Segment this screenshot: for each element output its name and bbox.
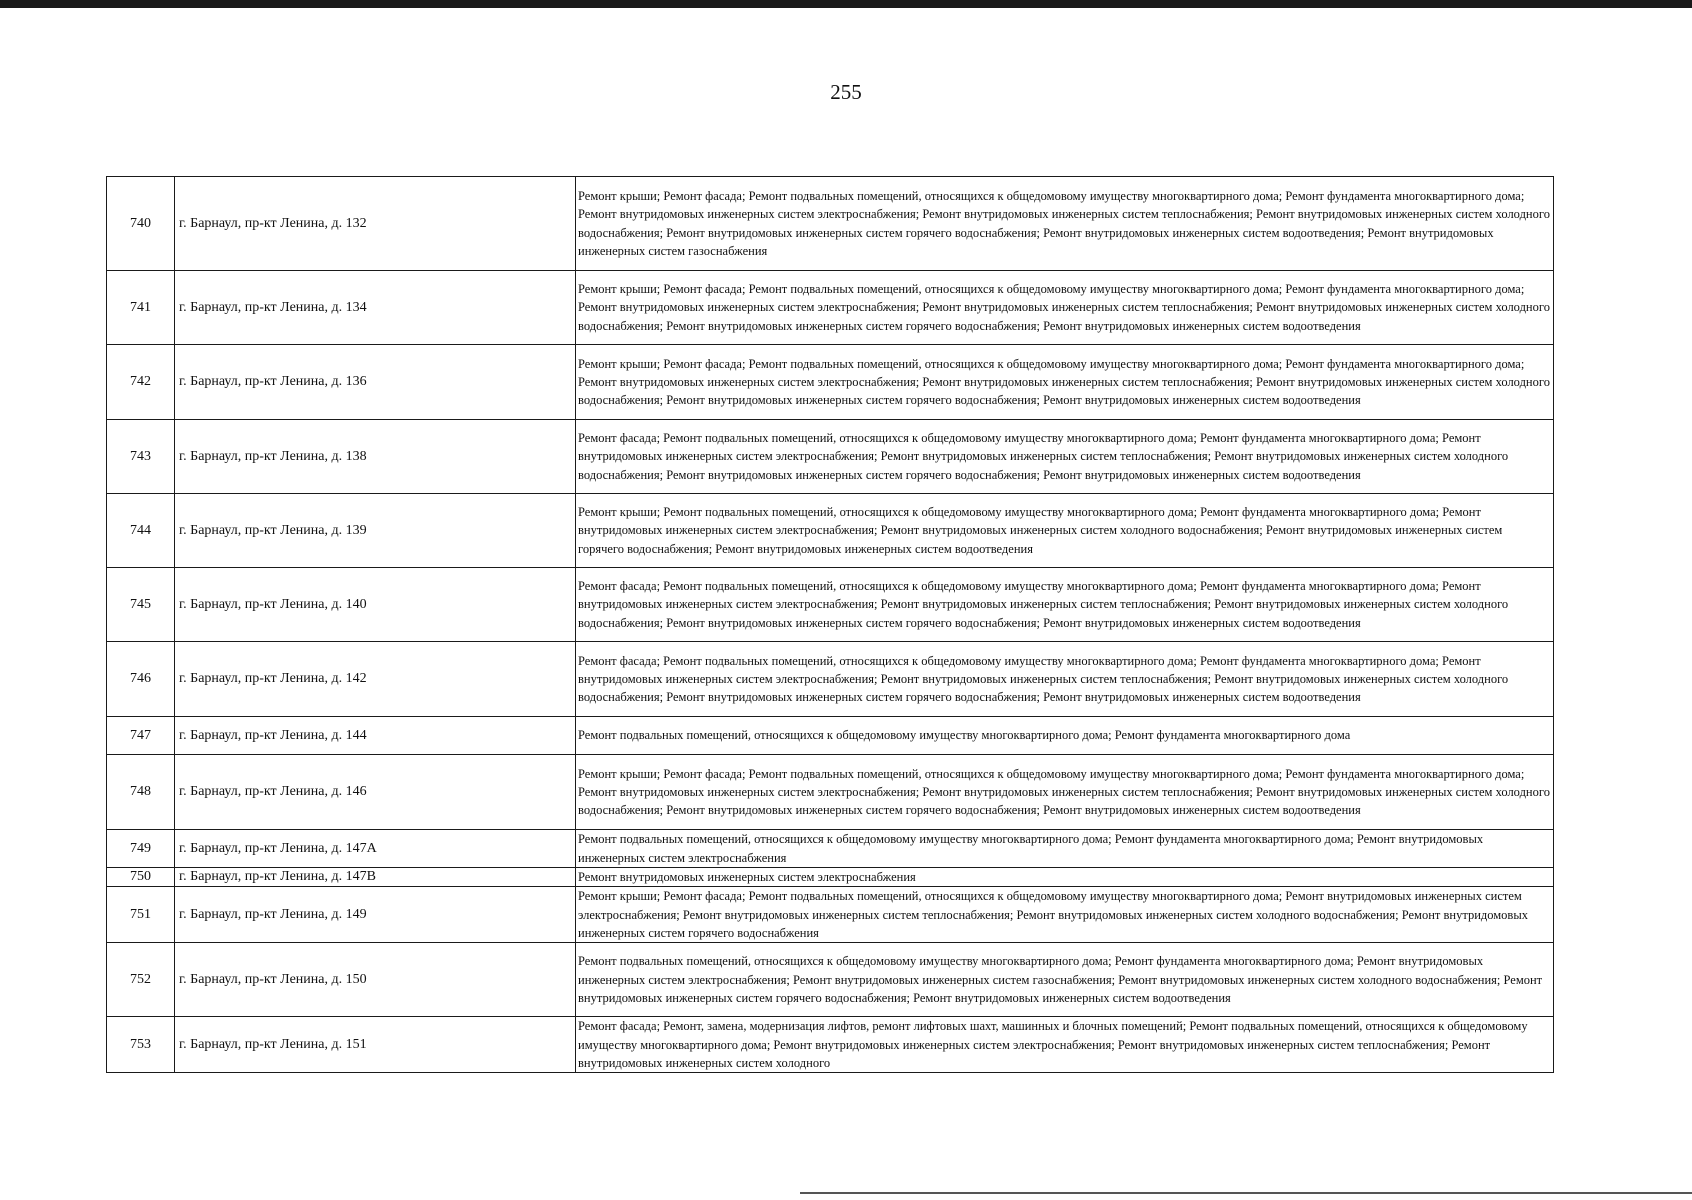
repair-works: Ремонт крыши; Ремонт фасада; Ремонт подвальных помещений, относящихся к общедомовому имуществу многоквартирного дома; Ремонт фундамента многоквартирного дома; Ремонт внутридомовых инженерных систем электроснабжения; Ремонт внутридомовых инженерных систем теплоснабжения; Ремонт внутридомовых инженерных систем холодного водоснабжения; Ремонт внутридомовых инженерных систем горячего водоснабжения; Ремонт внутридомовых инженерных систем водоотведения; Ремонт внутридомовых инженерных систем газоснабжения <box>576 177 1554 271</box>
scan-bottom-edge <box>800 1192 1692 1194</box>
buildings-repair-table <box>106 176 1554 1073</box>
row-number: 747 <box>107 717 175 755</box>
repair-works: Ремонт крыши; Ремонт фасада; Ремонт подвальных помещений, относящихся к общедомовому имуществу многоквартирного дома; Ремонт фундамента многоквартирного дома; Ремонт внутридомовых инженерных систем электроснабжения; Ремонт внутридомовых инженерных систем теплоснабжения; Ремонт внутридомовых инженерных систем холодного водоснабжения; Ремонт внутридомовых инженерных систем горячего водоснабжения; Ремонт внутридомовых инженерных систем водоотведения <box>576 271 1554 345</box>
building-address: г. Барнаул, пр-кт Ленина, д. 132 <box>175 177 576 271</box>
row-number: 749 <box>107 830 175 868</box>
repair-works: Ремонт фасада; Ремонт подвальных помещений, относящихся к общедомовому имуществу многоквартирного дома; Ремонт фундамента многоквартирного дома; Ремонт внутридомовых инженерных систем электроснабжения; Ремонт внутридомовых инженерных систем теплоснабжения; Ремонт внутридомовых инженерных систем холодного водоснабжения; Ремонт внутридомовых инженерных систем горячего водоснабжения; Ремонт внутридомовых инженерных систем водоотведения <box>576 642 1554 717</box>
building-address: г. Барнаул, пр-кт Ленина, д. 147А <box>175 830 576 868</box>
repair-works: Ремонт крыши; Ремонт фасада; Ремонт подвальных помещений, относящихся к общедомовому имуществу многоквартирного дома; Ремонт фундамента многоквартирного дома; Ремонт внутридомовых инженерных систем электроснабжения; Ремонт внутридомовых инженерных систем теплоснабжения; Ремонт внутридомовых инженерных систем холодного водоснабжения; Ремонт внутридомовых инженерных систем горячего водоснабжения; Ремонт внутридомовых инженерных систем водоотведения <box>576 345 1554 420</box>
row-number: 753 <box>107 1017 175 1073</box>
row-number: 746 <box>107 642 175 717</box>
repair-works: Ремонт подвальных помещений, относящихся к общедомовому имуществу многоквартирного дома; Ремонт фундамента многоквартирного дома <box>576 717 1554 755</box>
scan-top-edge <box>0 0 1692 8</box>
building-address: г. Барнаул, пр-кт Ленина, д. 142 <box>175 642 576 717</box>
repair-works: Ремонт подвальных помещений, относящихся к общедомовому имуществу многоквартирного дома; Ремонт фундамента многоквартирного дома; Ремонт внутридомовых инженерных систем электроснабжения <box>576 830 1554 868</box>
building-address: г. Барнаул, пр-кт Ленина, д. 147В <box>175 868 576 887</box>
page-number: 255 <box>830 80 862 104</box>
row-number: 744 <box>107 494 175 568</box>
table-row <box>107 177 1554 271</box>
table-row <box>107 887 1554 943</box>
row-number: 742 <box>107 345 175 420</box>
repair-works: Ремонт крыши; Ремонт фасада; Ремонт подвальных помещений, относящихся к общедомовому имуществу многоквартирного дома; Ремонт внутридомовых инженерных систем электроснабжения; Ремонт внутридомовых инженерных систем теплоснабжения; Ремонт внутридомовых инженерных систем холодного водоснабжения; Ремонт внутридомовых инженерных систем горячего водоснабжения <box>576 887 1554 943</box>
building-address: г. Барнаул, пр-кт Ленина, д. 140 <box>175 568 576 642</box>
table-row <box>107 271 1554 345</box>
repair-works: Ремонт крыши; Ремонт подвальных помещений, относящихся к общедомовому имуществу многоквартирного дома; Ремонт фундамента многоквартирного дома; Ремонт внутридомовых инженерных систем электроснабжения; Ремонт внутридомовых инженерных систем холодного водоснабжения; Ремонт внутридомовых инженерных систем горячего водоснабжения; Ремонт внутридомовых инженерных систем водоотведения <box>576 494 1554 568</box>
row-number: 751 <box>107 887 175 943</box>
table-row <box>107 717 1554 755</box>
building-address: г. Барнаул, пр-кт Ленина, д. 150 <box>175 943 576 1017</box>
table-row <box>107 642 1554 717</box>
building-address: г. Барнаул, пр-кт Ленина, д. 138 <box>175 420 576 494</box>
building-address: г. Барнаул, пр-кт Ленина, д. 151 <box>175 1017 576 1073</box>
repair-works: Ремонт крыши; Ремонт фасада; Ремонт подвальных помещений, относящихся к общедомовому имуществу многоквартирного дома; Ремонт фундамента многоквартирного дома; Ремонт внутридомовых инженерных систем электроснабжения; Ремонт внутридомовых инженерных систем теплоснабжения; Ремонт внутридомовых инженерных систем холодного водоснабжения; Ремонт внутридомовых инженерных систем горячего водоснабжения; Ремонт внутридомовых инженерных систем водоотведения <box>576 755 1554 830</box>
table-row <box>107 868 1554 887</box>
building-address: г. Барнаул, пр-кт Ленина, д. 149 <box>175 887 576 943</box>
building-address: г. Барнаул, пр-кт Ленина, д. 144 <box>175 717 576 755</box>
table-row <box>107 420 1554 494</box>
table-row <box>107 943 1554 1017</box>
building-address: г. Барнаул, пр-кт Ленина, д. 134 <box>175 271 576 345</box>
row-number: 740 <box>107 177 175 271</box>
row-number: 745 <box>107 568 175 642</box>
table-row <box>107 1017 1554 1073</box>
row-number: 750 <box>107 868 175 887</box>
row-number: 748 <box>107 755 175 830</box>
row-number: 743 <box>107 420 175 494</box>
table-row <box>107 830 1554 868</box>
building-address: г. Барнаул, пр-кт Ленина, д. 146 <box>175 755 576 830</box>
row-number: 741 <box>107 271 175 345</box>
repair-works: Ремонт фасада; Ремонт, замена, модернизация лифтов, ремонт лифтовых шахт, машинных и блочных помещений; Ремонт подвальных помещений, относящихся к общедомовому имуществу многоквартирного дома; Ремонт внутридомовых инженерных систем электроснабжения; Ремонт внутридомовых инженерных систем теплоснабжения; Ремонт внутридомовых инженерных систем холодного <box>576 1017 1554 1073</box>
row-number: 752 <box>107 943 175 1017</box>
table-row <box>107 755 1554 830</box>
table-row <box>107 345 1554 420</box>
repair-works: Ремонт внутридомовых инженерных систем электроснабжения <box>576 868 1554 887</box>
table-row <box>107 568 1554 642</box>
table-row <box>107 494 1554 568</box>
building-address: г. Барнаул, пр-кт Ленина, д. 136 <box>175 345 576 420</box>
repair-works: Ремонт фасада; Ремонт подвальных помещений, относящихся к общедомовому имуществу многоквартирного дома; Ремонт фундамента многоквартирного дома; Ремонт внутридомовых инженерных систем электроснабжения; Ремонт внутридомовых инженерных систем теплоснабжения; Ремонт внутридомовых инженерных систем холодного водоснабжения; Ремонт внутридомовых инженерных систем горячего водоснабжения; Ремонт внутридомовых инженерных систем водоотведения <box>576 568 1554 642</box>
repair-works: Ремонт фасада; Ремонт подвальных помещений, относящихся к общедомовому имуществу многоквартирного дома; Ремонт фундамента многоквартирного дома; Ремонт внутридомовых инженерных систем электроснабжения; Ремонт внутридомовых инженерных систем теплоснабжения; Ремонт внутридомовых инженерных систем холодного водоснабжения; Ремонт внутридомовых инженерных систем горячего водоснабжения; Ремонт внутридомовых инженерных систем водоотведения <box>576 420 1554 494</box>
repair-works: Ремонт подвальных помещений, относящихся к общедомовому имуществу многоквартирного дома; Ремонт фундамента многоквартирного дома; Ремонт внутридомовых инженерных систем электроснабжения; Ремонт внутридомовых инженерных систем газоснабжения; Ремонт внутридомовых инженерных систем холодного водоснабжения; Ремонт внутридомовых инженерных систем горячего водоснабжения; Ремонт внутридомовых инженерных систем водоотведения <box>576 943 1554 1017</box>
building-address: г. Барнаул, пр-кт Ленина, д. 139 <box>175 494 576 568</box>
